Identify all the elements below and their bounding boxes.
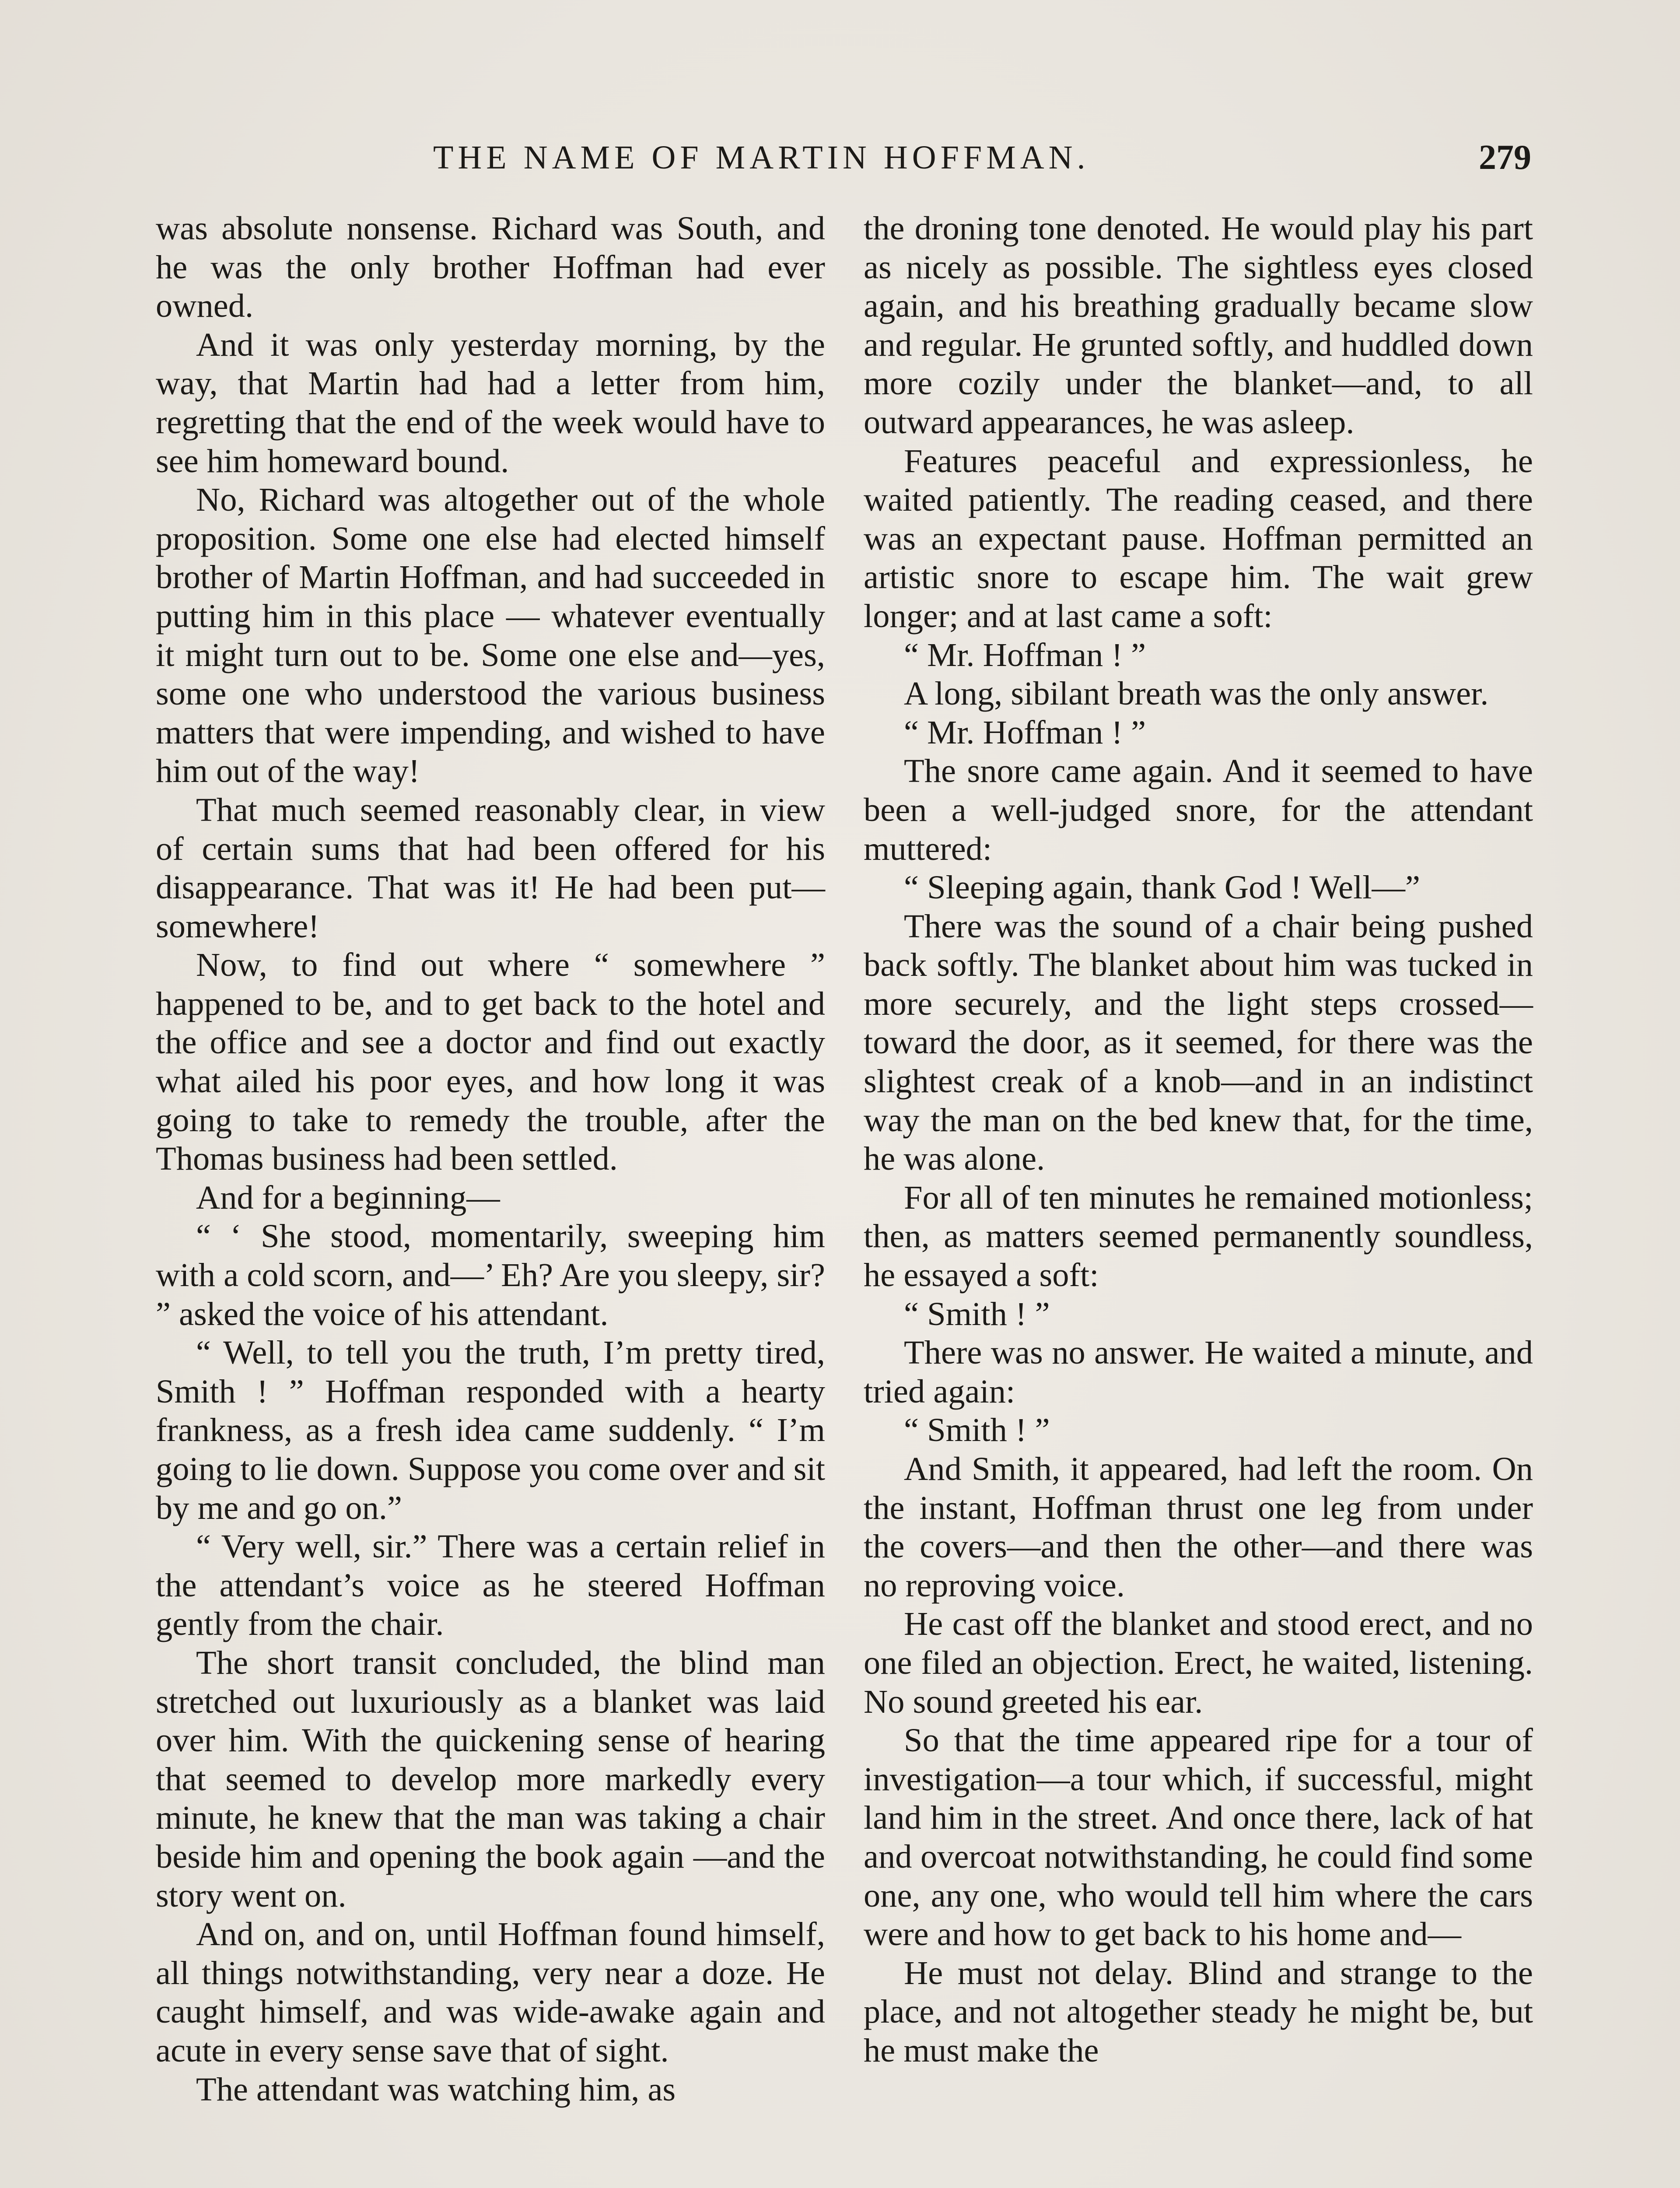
paragraph: The snore came again. And it seemed to have been a well-judged snore, for the attendant muttered: [864,752,1533,867]
page-number: 279 [1479,138,1531,177]
paragraph: “ Smith ! ” [904,1411,1050,1449]
left-column [156,209,825,2109]
paragraph: And it was only yesterday morning, by the way, that Martin had had a letter from him, regretting that the end of the week would have to see him homeward bound. [156,326,825,480]
paragraph: Features peaceful and expressionless, he waited patiently. The reading ceased, and there was an expectant pause. Hoffman permitted an artistic snore to escape him. The wait grew longer; and at last came a soft: [864,442,1533,635]
paragraph: And for a beginning— [196,1178,500,1216]
paragraph: The attendant was watching him, as [196,2070,676,2108]
paragraph: He must not delay. Blind and strange to the place, and not altogether steady he might be, but he must make the [864,1954,1533,2069]
paragraph: “ Mr. Hoffman ! ” [904,713,1146,751]
paragraph: was absolute nonsense. Richard was South, and he was the only brother Hoffman had ever owned. [156,210,825,325]
paragraph: “ Smith ! ” [904,1295,1050,1332]
paragraph: “ Well, to tell you the truth, I’m pretty tired, Smith ! ” Hoffman responded with a hearty frankness, as a fresh idea came suddenly. “ I’m going to lie down. Suppose you come over and sit by me and go on.” [156,1334,825,1526]
running-title: THE NAME OF MARTIN HOFFMAN. [433,139,1090,176]
paragraph: And on, and on, until Hoffman found himself, all things notwithstanding, very near a doze. He caught himself, and was wide-awake again and acute in every sense save that of sight. [156,1915,825,2069]
paragraph: And Smith, it appeared, had left the room. On the instant, Hoffman thrust one leg from under the covers—and then the other—and there was no reproving voice. [864,1450,1533,1604]
paragraph: A long, sibilant breath was the only answer. [904,675,1489,712]
paragraph: So that the time appeared ripe for a tour of investigation—a tour which, if successful, might land him in the street. And once there, lack of hat and overcoat notwithstanding, he could find some one, any one, who would tell him where the cars were and how to get back to his home and— [864,1722,1533,1953]
paragraph: He cast off the blanket and stood erect, and no one filed an objection. Erect, he waited, listening. No sound greeted his ear. [864,1605,1533,1720]
right-column [864,209,1533,2070]
paragraph: The short transit concluded, the blind man stretched out luxuriously as a blanket was laid over him. With the quickening sense of hearing that seemed to develop more markedly every minute, he knew that the man was taking a chair beside him and opening the book again —and the story went on. [156,1644,825,1914]
paragraph: the droning tone denoted. He would play his part as nicely as possible. The sightless eyes closed again, and his breathing gradually became slow and regular. He grunted softly, and huddled down more cozily under the blanket—and, to all outward appearances, he was asleep. [864,210,1533,441]
paragraph: That much seemed reasonably clear, in view of certain sums that had been offered for his disappearance. That was it! He had been put—somewhere! [156,791,825,945]
paragraph: Now, to find out where “ somewhere ” happened to be, and to get back to the hotel and the office and see a doctor and find out exactly what ailed his poor eyes, and how long it was going to take to remedy the trouble, after the Thomas business had been settled. [156,946,825,1178]
paragraph: There was no answer. He waited a minute, and tried again: [864,1334,1533,1410]
paragraph: “ ‘ She stood, momentarily, sweeping him with a cold scorn, and—’ Eh? Are you sleepy, sir? ” asked the voice of his attendant. [156,1217,825,1332]
paragraph: “ Sleeping again, thank God ! Well—” [904,869,1420,906]
paragraph: “ Mr. Hoffman ! ” [904,636,1146,673]
paragraph: There was the sound of a chair being pushed back softly. The blanket about him was tucked in more securely, and the light steps crossed—toward the door, as it seemed, for there was the slightest creak of a knob—and in an indistinct way the man on the bed knew that, for the time, he was alone. [864,907,1533,1178]
paragraph: For all of ten minutes he remained motionless; then, as matters seemed permanently soundless, he essayed a soft: [864,1178,1533,1294]
paragraph: No, Richard was altogether out of the whole proposition. Some one else had elected himself brother of Martin Hoffman, and had succeeded in putting him in this place — whatever eventually it might turn out to be. Some one else and—yes, some one who understood the various business matters that were impending, and wished to have him out of the way! [156,481,825,790]
page-header [433,131,1531,184]
paragraph: “ Very well, sir.” There was a certain relief in the attendant’s voice as he steered Hoffman gently from the chair. [156,1528,825,1643]
